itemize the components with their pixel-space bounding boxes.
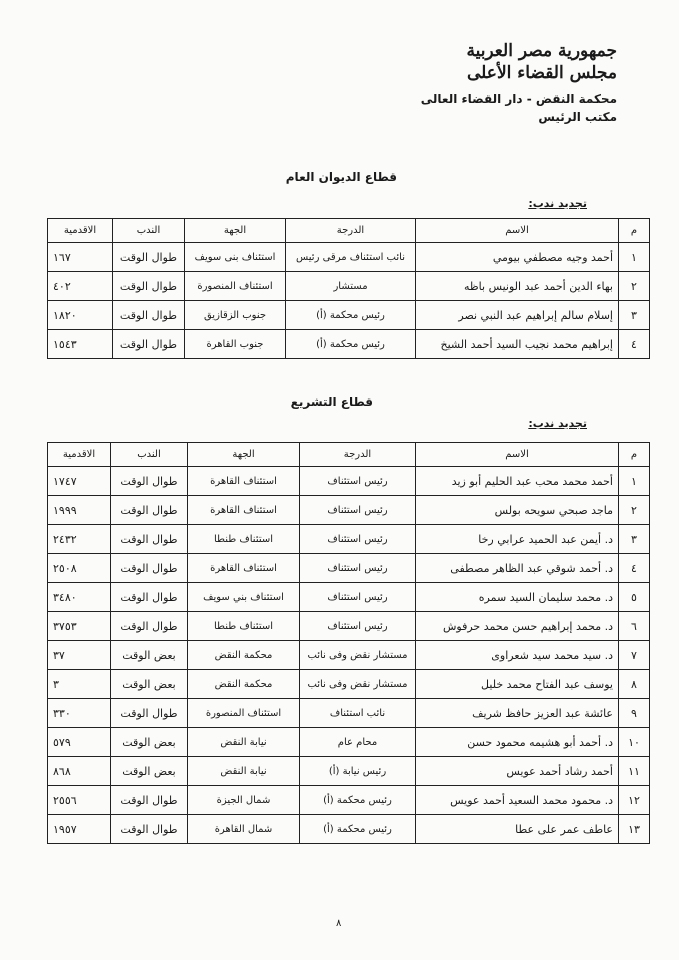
table-row [48,815,650,844]
cell-seniority: ١٧٤٧ [48,467,111,496]
cell-seniority: ١٨٢٠ [48,301,113,330]
cell-num: ١ [619,243,650,272]
cell-grade: رئيس محكمة (أ) [300,815,416,844]
cell-seniority: ١٥٤٣ [48,330,113,359]
cell-name: إسلام سالم إبراهيم عبد النبي نصر [416,301,619,330]
cell-grade: رئيس استئناف [300,496,416,525]
table-row [48,496,650,525]
cell-place: محكمة النقض [188,670,300,699]
cell-grade: رئيس محكمة (أ) [300,786,416,815]
col-header-seniority: الاقدمية [48,219,113,243]
cell-delegation: طوال الوقت [111,786,188,815]
cell-delegation: طوال الوقت [111,612,188,641]
cell-place: شمال الجيزة [188,786,300,815]
cell-delegation: طوال الوقت [113,272,185,301]
cell-delegation: بعض الوقت [111,757,188,786]
cell-grade: رئيس استئناف [300,612,416,641]
cell-name: د. محمود محمد السعيد أحمد عويس [416,786,619,815]
cell-seniority: ٣٣٠ [48,699,111,728]
cell-place: شمال القاهرة [188,815,300,844]
col-header-name: الاسم [416,443,619,467]
cell-seniority: ٣٧٥٣ [48,612,111,641]
cell-grade: مستشار نقض وفى نائب [300,670,416,699]
cell-name: د. محمد سليمان السيد سمره [416,583,619,612]
cell-num: ٨ [619,670,650,699]
cell-num: ٢ [619,272,650,301]
cell-seniority: ٣ [48,670,111,699]
table-row [48,699,650,728]
cell-name: بهاء الدين أحمد عبد الونيس باظه [416,272,619,301]
cell-num: ٥ [619,583,650,612]
cell-seniority: ٨٦٨ [48,757,111,786]
cell-delegation: طوال الوقت [111,467,188,496]
cell-grade: رئيس استئناف [300,583,416,612]
cell-name: د. سيد محمد سيد شعراوى [416,641,619,670]
cell-delegation: طوال الوقت [111,583,188,612]
cell-seniority: ٤٠٢ [48,272,113,301]
table-row [48,272,650,301]
col-header-num: م [619,443,650,467]
header-council: مجلس القضاء الأعلى [467,63,617,83]
cell-delegation: طوال الوقت [113,301,185,330]
cell-place: استئناف بني سويف [188,583,300,612]
cell-seniority: ٢٤٣٢ [48,525,111,554]
cell-seniority: ٣٧ [48,641,111,670]
table-row [48,641,650,670]
cell-grade: محام عام [300,728,416,757]
cell-place: استئناف القاهرة [188,554,300,583]
col-header-delegation: الندب [111,443,188,467]
table-row [48,554,650,583]
cell-delegation: طوال الوقت [113,330,185,359]
cell-place: استئناف طنطا [188,612,300,641]
cell-name: أحمد محمد محب عبد الحليم أبو زيد [416,467,619,496]
cell-delegation: بعض الوقت [111,728,188,757]
cell-delegation: طوال الوقت [111,496,188,525]
cell-num: ١٠ [619,728,650,757]
cell-name: د. محمد إبراهيم حسن محمد حرفوش [416,612,619,641]
cell-place: محكمة النقض [188,641,300,670]
cell-grade: رئيس محكمة (أ) [286,330,416,359]
cell-grade: رئيس محكمة (أ) [286,301,416,330]
table-row [48,243,650,272]
cell-num: ٣ [619,301,650,330]
header-country: جمهورية مصر العربية [466,41,617,61]
cell-place: جنوب الزقازيق [185,301,286,330]
cell-num: ٣ [619,525,650,554]
cell-seniority: ٥٧٩ [48,728,111,757]
cell-seniority: ١٩٥٧ [48,815,111,844]
cell-grade: نائب استئناف مرقى رئيس [286,243,416,272]
cell-num: ١٣ [619,815,650,844]
section2-title: قطاع التشريع [290,395,373,409]
section2-subtitle: تجديد ندب: [528,417,587,430]
cell-name: يوسف عبد الفتاح محمد خليل [416,670,619,699]
table-row [48,301,650,330]
section1-table [47,218,650,359]
cell-place: استئناف المنصورة [185,272,286,301]
cell-name: إبراهيم محمد نجيب السيد أحمد الشيخ [416,330,619,359]
table-header-row [48,443,650,467]
table-row [48,757,650,786]
cell-num: ٧ [619,641,650,670]
cell-delegation: طوال الوقت [111,554,188,583]
cell-grade: رئيس استئناف [300,467,416,496]
cell-place: استئناف بنى سويف [185,243,286,272]
table-row [48,612,650,641]
cell-place: استئناف القاهرة [188,467,300,496]
cell-delegation: بعض الوقت [111,641,188,670]
col-header-grade: الدرجة [300,443,416,467]
cell-place: استئناف طنطا [188,525,300,554]
cell-name: أحمد رشاد أحمد عويس [416,757,619,786]
cell-num: ٩ [619,699,650,728]
cell-grade: رئيس استئناف [300,525,416,554]
table-row [48,467,650,496]
section2-table [47,442,650,844]
header-court: محكمة النقض - دار القضاء العالى [420,92,617,106]
cell-delegation: طوال الوقت [111,525,188,554]
cell-name: أحمد وجيه مصطفي بيومي [416,243,619,272]
table-row [48,670,650,699]
header-office: مكتب الرئيس [538,110,617,124]
cell-name: ماجد صبحي سويحه بولس [416,496,619,525]
col-header-seniority: الاقدمية [48,443,111,467]
cell-delegation: طوال الوقت [113,243,185,272]
cell-name: عاطف عمر على عطا [416,815,619,844]
cell-grade: نائب استئناف [300,699,416,728]
cell-num: ١٢ [619,786,650,815]
cell-delegation: طوال الوقت [111,699,188,728]
table-row [48,786,650,815]
cell-seniority: ٢٥٠٨ [48,554,111,583]
cell-grade: مستشار نقض وفى نائب [300,641,416,670]
table-header-row [48,219,650,243]
cell-name: د. أيمن عبد الحميد عرابي رخا [416,525,619,554]
col-header-grade: الدرجة [286,219,416,243]
cell-place: استئناف المنصورة [188,699,300,728]
cell-place: نيابة النقض [188,728,300,757]
cell-name: د. أحمد أبو هشيمه محمود حسن [416,728,619,757]
col-header-place: الجهة [185,219,286,243]
col-header-name: الاسم [416,219,619,243]
cell-delegation: بعض الوقت [111,670,188,699]
table-row [48,330,650,359]
cell-num: ٤ [619,330,650,359]
cell-name: عائشة عبد العزيز حافظ شريف [416,699,619,728]
cell-num: ٦ [619,612,650,641]
table-row [48,583,650,612]
cell-seniority: ١٦٧ [48,243,113,272]
cell-num: ٢ [619,496,650,525]
col-header-place: الجهة [188,443,300,467]
table-row [48,525,650,554]
cell-place: جنوب القاهرة [185,330,286,359]
section1-subtitle: تجديد ندب: [528,197,587,210]
cell-num: ٤ [619,554,650,583]
cell-seniority: ١٩٩٩ [48,496,111,525]
cell-num: ١١ [619,757,650,786]
cell-place: استئناف القاهرة [188,496,300,525]
cell-place: نيابة النقض [188,757,300,786]
cell-name: د. أحمد شوقي عبد الظاهر مصطفى [416,554,619,583]
cell-seniority: ٣٤٨٠ [48,583,111,612]
page-number: ٨ [336,918,342,929]
cell-num: ١ [619,467,650,496]
cell-delegation: طوال الوقت [111,815,188,844]
section1-title: قطاع الديوان العام [285,170,397,184]
cell-grade: رئيس استئناف [300,554,416,583]
letterhead [357,40,617,126]
cell-grade: رئيس نيابة (أ) [300,757,416,786]
col-header-num: م [619,219,650,243]
cell-grade: مستشار [286,272,416,301]
cell-seniority: ٢٥٥٦ [48,786,111,815]
table-row [48,728,650,757]
col-header-delegation: الندب [113,219,185,243]
